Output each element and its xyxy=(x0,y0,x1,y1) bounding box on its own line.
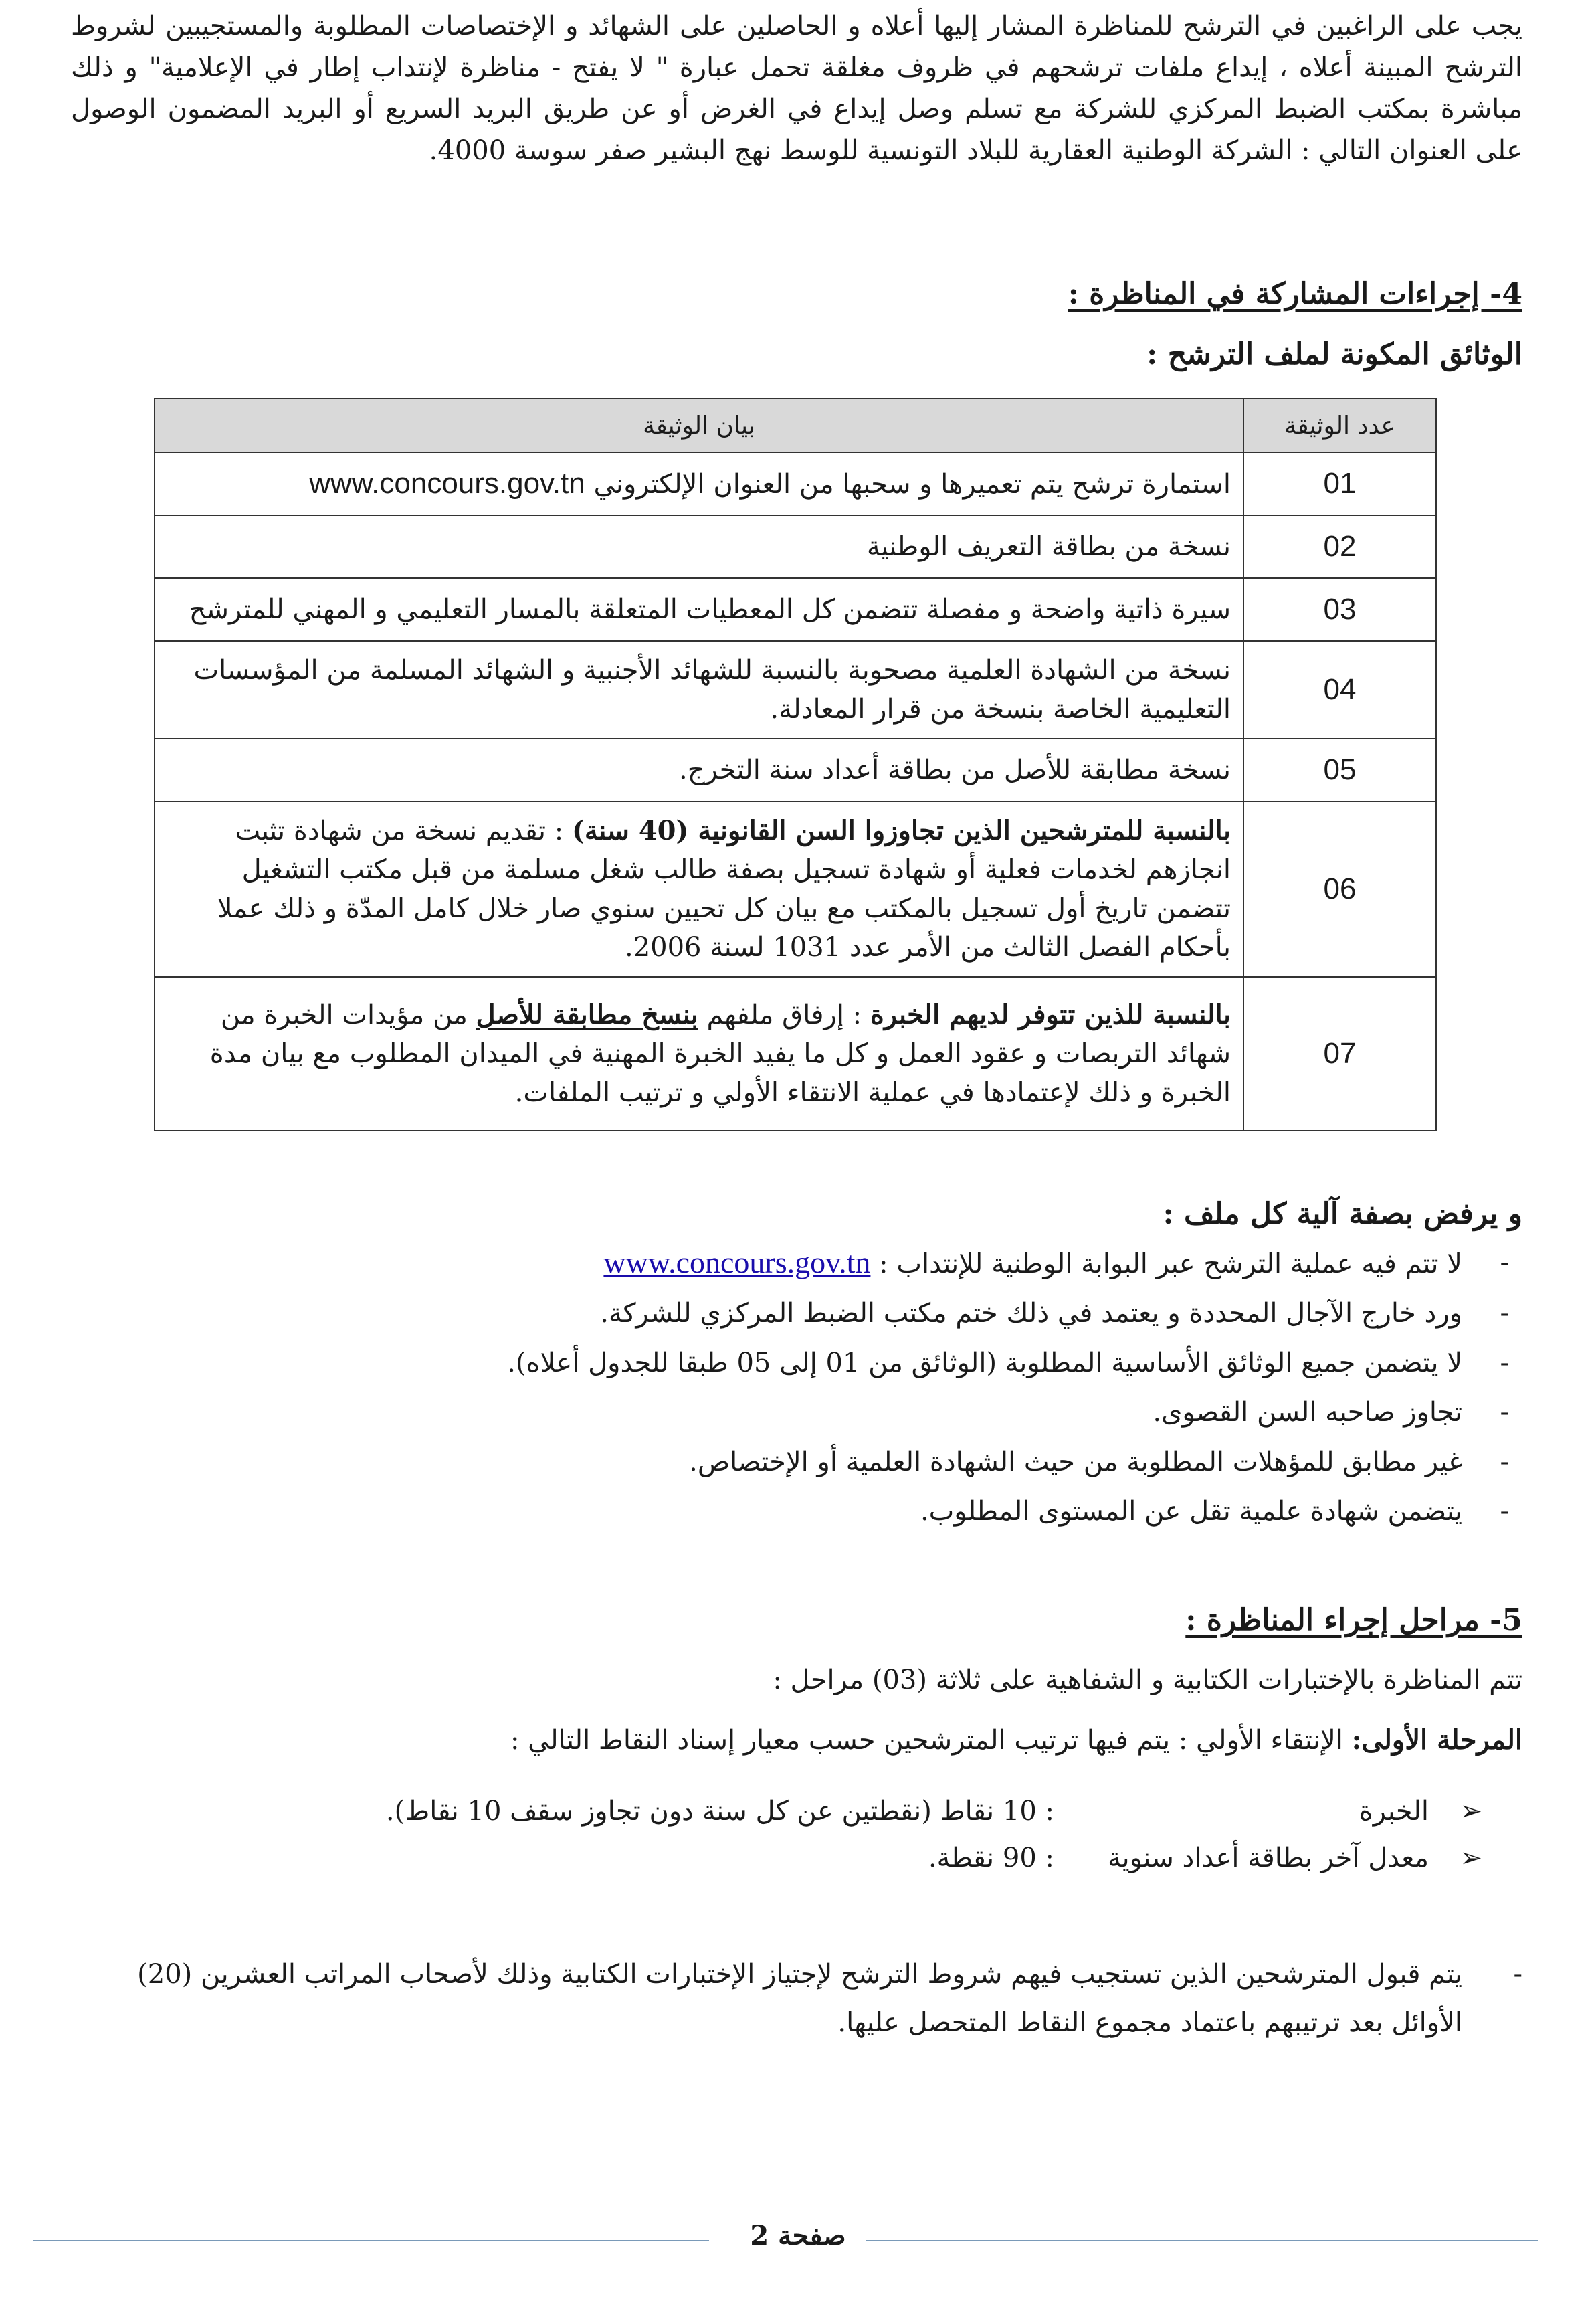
table-row xyxy=(155,977,1436,1131)
table-row xyxy=(155,515,1436,578)
rejection-list xyxy=(104,1238,1509,1536)
doc-text: : إرفاق ملفهم xyxy=(698,1000,870,1030)
doc-bold-text: بالنسبة للمترشحين الذين تجاوزوا السن القانونية (40 سنة) xyxy=(571,815,1231,846)
criterion-row xyxy=(928,1835,1482,1881)
list-item: - يتم قبول المترشحين الذين تستجيب فيهم شروط الترشح لإجتياز الإختبارات الكتابية وذلك لأصحاب المراتب العشرين (20) الأوائل بعد ترتيبهم باعتماد مجموع النقاط المتحصل عليها. xyxy=(84,1950,1522,2047)
header-doc-number: عدد الوثيقة xyxy=(1243,399,1436,452)
stage-1-paragraph xyxy=(71,1720,1522,1761)
doc-description xyxy=(155,452,1243,515)
documents-subheading: الوثائق المكونة لملف الترشح : xyxy=(1146,337,1522,371)
list-item: - تجاوز صاحبه السن القصوى. xyxy=(104,1388,1509,1437)
list-item xyxy=(104,1238,1509,1289)
intro-paragraph: يجب على الراغبين في الترشح للمناظرة المشار إليها أعلاه و الحاصلين على الشهائد و الإختصاصات المطلوبة والمستجيبين لشروط الترشح المبينة أعلاه ، إيداع ملفات ترشحهم في ظروف مغلقة تحمل عبارة " لا يفتح - مناظرة لإنتداب إطار في الإعلامية" و ذلك مباشرة بمكتب الضبط المركزي للشركة مع تسلم وصل إيداع في الغرض أو عن طريق البريد السريع أو البريد المضمون الوصول على العنوان التالي : الشركة الوطنية العقارية للبلاد التونسية للوسط نهج البشير صفر سوسة 4000. xyxy=(71,11,1522,166)
doc-description: سيرة ذاتية واضحة و مفصلة تتضمن كل المعطيات المتعلقة بالمسار التعليمي و المهني للمترشح xyxy=(155,578,1243,641)
arrow-bullet-icon: ➢ xyxy=(1460,1843,1482,1873)
doc-text: : تقديم نسخة من شهادة تثبت انجازهم لخدمات فعلية أو شهادة تسجيل بصفة طالب شغل مسلمة من قبل مكتب التشغيل تتضمن تاريخ أول تسجيل بالمكتب مع بيان كل تحيين سنوي صار خلال كامل المدّة و ذلك عملا بأحكام الفصل الثالث من الأمر عدد 1031 لسنة 2006. xyxy=(217,816,1231,963)
list-item: - ورد خارج الآجال المحددة و يعتمد في ذلك ختم مكتب الضبط المركزي للشركة. xyxy=(104,1289,1509,1338)
doc-number: 02 xyxy=(1243,515,1436,578)
section-5-heading: 5- مراحل إجراء المناظرة : xyxy=(1185,1603,1522,1637)
doc-description: نسخة من الشهادة العلمية مصحوبة بالنسبة للشهائد الأجنبية و الشهائد المسلمة من المؤسسات التعليمية الخاصة بنسخة من قرار المعادلة. xyxy=(155,641,1243,739)
table-row xyxy=(155,802,1436,977)
section-4-heading: 4- إجراءات المشاركة في المناظرة : xyxy=(1068,277,1522,311)
table-row xyxy=(155,452,1436,515)
header-doc-description: بيان الوثيقة xyxy=(155,399,1243,452)
criterion-row xyxy=(386,1788,1482,1835)
documents-table xyxy=(154,398,1437,1131)
doc-number: 05 xyxy=(1243,739,1436,802)
list-item: - يتضمن شهادة علمية تقل عن المستوى المطلوب. xyxy=(104,1487,1509,1536)
criterion-value: : 10 نقاط (نقطتين عن كل سنة دون تجاوز سقف 10 نقاط). xyxy=(385,1796,1054,1827)
section-5-intro: تتم المناظرة بالإختبارات الكتابية و الشفاهية على ثلاثة (03) مراحل : xyxy=(773,1665,1522,1695)
list-item: - لا يتضمن جميع الوثائق الأساسية المطلوبة (الوثائق من 01 إلى 05 طبقا للجدول أعلاه). xyxy=(104,1338,1509,1388)
stage-1-text: الإنتقاء الأولي : يتم فيها ترتيب المترشحين حسب معيار إسناد النقاط التالي : xyxy=(510,1725,1352,1756)
doc-number: 01 xyxy=(1243,452,1436,515)
table-row xyxy=(155,739,1436,802)
doc-number: 04 xyxy=(1243,641,1436,739)
rejection-heading: و يرفض بصفة آلية كل ملف : xyxy=(1163,1197,1522,1231)
doc-description: نسخة مطابقة للأصل من بطاقة أعداد سنة التخرج. xyxy=(155,739,1243,802)
note-list xyxy=(84,1950,1522,2047)
doc-description: نسخة من بطاقة التعريف الوطنية xyxy=(155,515,1243,578)
stage-1-label: المرحلة الأولى: xyxy=(1351,1724,1522,1756)
doc-number: 03 xyxy=(1243,578,1436,641)
doc-url: www.concours.gov.tn xyxy=(309,466,585,500)
doc-number: 06 xyxy=(1243,802,1436,977)
doc-bold-text: بالنسبة للذين تتوفر لديهم الخبرة xyxy=(870,999,1231,1030)
criterion-label: الخبرة xyxy=(1359,1796,1429,1827)
portal-link[interactable]: www.concours.gov.tn xyxy=(603,1245,871,1279)
list-item-text: لا تتم فيه عملية الترشح عبر البوابة الوطنية للإنتداب : xyxy=(879,1248,1462,1279)
page-number: صفحة 2 xyxy=(0,2220,1596,2251)
doc-description xyxy=(155,977,1243,1131)
criterion-value: : 90 نقطة. xyxy=(928,1843,1054,1873)
doc-description xyxy=(155,802,1243,977)
doc-text: استمارة ترشح يتم تعميرها و سحبها من العنوان الإلكتروني xyxy=(593,468,1231,500)
criterion-label: معدل آخر بطاقة أعداد سنوية xyxy=(1108,1843,1429,1873)
doc-number: 07 xyxy=(1243,977,1436,1131)
list-item: - غير مطابق للمؤهلات المطلوبة من حيث الشهادة العلمية أو الإختصاص. xyxy=(104,1437,1509,1487)
table-row xyxy=(155,641,1436,739)
arrow-bullet-icon: ➢ xyxy=(1460,1796,1482,1827)
doc-bold-underlined-text: بنسخ مطابقة للأصل xyxy=(476,999,698,1030)
table-row xyxy=(155,578,1436,641)
doc-text: من مؤيدات الخبرة من شهائد التربصات و عقود العمل و كل ما يفيد الخبرة المهنية في الميدان المطلوب مع بيان مدة الخبرة و ذلك لإعتمادها في عملية الانتقاء الأولي و ترتيب الملفات. xyxy=(209,1000,1231,1108)
table-header-row xyxy=(155,399,1436,452)
